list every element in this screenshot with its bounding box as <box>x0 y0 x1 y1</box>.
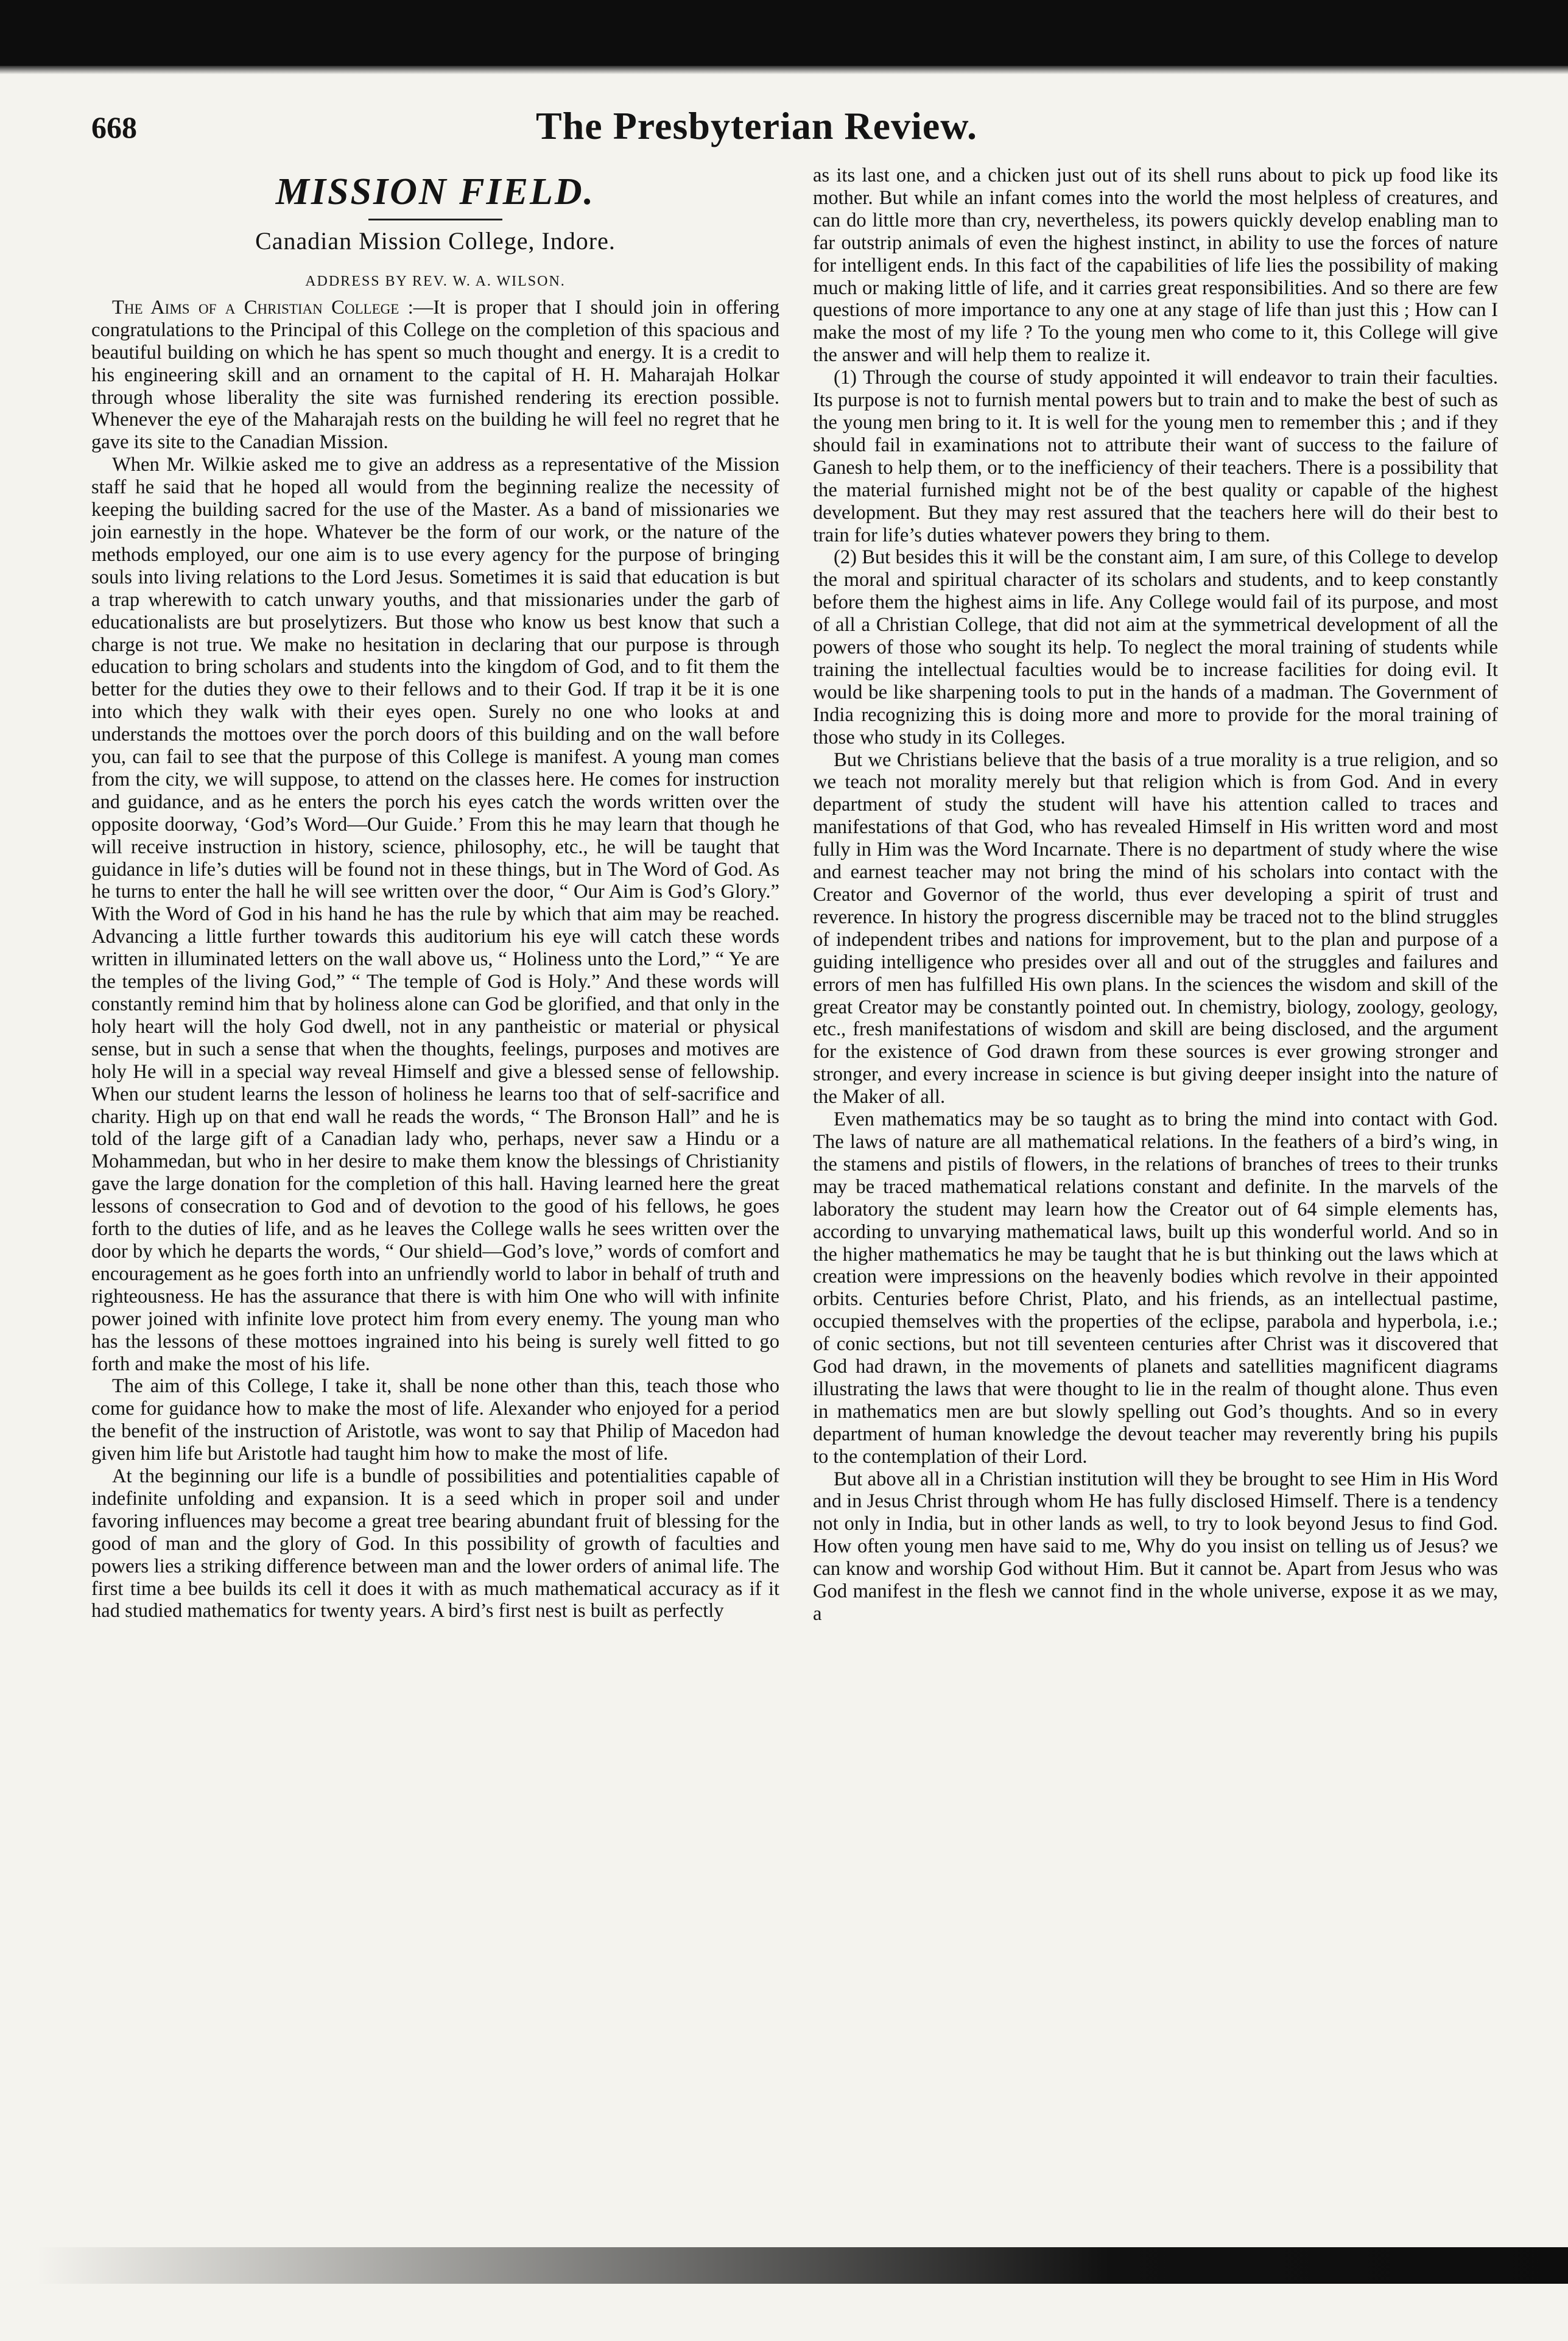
paragraph-text: —It is proper that I should join in offering congratulations to the Principal of this College on the completion of this spacious and beautiful building on which he has spent so much thought and energy. It is a credit to his engineering skill and an ornament to the capital of H. H. Maharajah Holkar through whose liberality the site was furnished rendering its erection possible. Whenever the eye of the Maharajah rests on the building he will feel no regret that he gave its site to the Canadian Mission. <box>91 296 779 454</box>
article-title: Canadian Mission College, Indore. <box>255 227 616 255</box>
right-paragraph-2: (1) Through the course of study appointed it will endeavor to train their faculties. Its purpose is not to furnish mental powers but to train and to make the best of such as the young men bring to it. It is well for the young men to remember this ; and if they should fail in examinations not to attribute their want of success to the failure of Ganesh to help them, or to the inefficiency of their teachers. There is a possibility that the material furnished might not be of the best quality or capable of the highest development. But they may rest assured that the teachers here will do their best to train for life’s duties whatever powers they bring to them. <box>813 367 1498 546</box>
byline: ADDRESS BY REV. W. A. WILSON. <box>305 273 566 289</box>
left-paragraph-2: When Mr. Wilkie asked me to give an address as a representative of the Mission staff he said that he hoped all would from the beginning realize the necessity of keeping the building sacred for the use of the Master. As a band of missionaries we join earnestly in the hope. Whatever be the form of our work, or the nature of the methods employed, our one aim is to use every agency for the purpose of bringing souls into living relations to the Lord Jesus. Sometimes it is said that education is but a trap wherewith to catch unwary youths, and that missionaries under the garb of educationalists are but proselytizers. But those who know us best know that such a charge is not true. We make no hesitation in declaring that our purpose is through education to bring scholars and students into the kingdom of God, and to fit them the better for the duties they owe to their fellows and to their God. If trap it be it is one into which they walk with their eyes open. Surely no one who looks at and understands the mottoes over the porch doors of this building and on the wall before you, can fail to see that the purpose of this College is manifest. A young man comes from the city, we will suppose, to attend on the classes here. He comes for instruction and guidance, and as he enters the porch his eyes catch the words written over the opposite doorway, ‘God’s Word—Our Guide.’ From this he may learn that though he will receive instruction in history, science, philosophy, etc., he will be taught that guidance in life’s duties will be found not in these things, but in The Word of God. As he turns to enter the hall he will see written over the door, “ Our Aim is God’s Glory.” With the Word of God in his hand he has the rule by which that aim may be reached. Advancing a little further towards this auditorium his eye will catch these words written in illuminated letters on the wall above us, “ Holiness unto the Lord,” “ Ye are the temples of the living God,” “ The temple of God is Holy.” And these words will constantly remind him that by holiness alone can God be glorified, and that only in the holy heart will the holy God dwell, not in any pantheistic or material or physical sense, but in such a sense that when the thoughts, feelings, purposes and motives are holy He will in a special way reveal Himself and give a blessed sense of fellowship. When our student learns the lesson of holiness he learns too that of self-sacrifice and charity. High up on that end wall he reads the words, “ The Bronson Hall” and he is told of the large gift of a Canadian lady who, perhaps, never saw a Hindu or a Mohammedan, but who in her desire to make them know the blessings of Christianity gave the large donation for the completion of this hall. Having learned here the great lessons of consecration to God and of devotion to the good of his fellows, he goes forth to the duties of life, and as he leaves the College walls he sees written over the door by which he departs the words, “ Our shield—God’s love,” words of comfort and encouragement as he goes forth into an unfriendly world to labor in behalf of truth and righteousness. He has the assurance that there is with him One who will with infinite power joined with infinite love protect him from every enemy. The young man who has the lessons of these mottoes ingrained into his being is surely well fitted to go forth and make the most of his life. <box>91 454 779 1375</box>
scan-bottom-border <box>37 2247 1568 2284</box>
left-paragraph-4: At the beginning our life is a bundle of possibilities and potentialities capable of indefinite unfolding and expansion. It is a seed which in proper soil and under favoring influences may become a great tree bearing abundant fruit of blessing for the good of man and the glory of God. In this possibility of growth of faculties and powers lies a striking difference between man and the lower orders of animal life. The first time a bee builds its cell it does it with as much mathematical accuracy as if it had studied mathematics for twenty years. A bird’s first nest is built as perfectly <box>91 1465 779 1622</box>
title-rule <box>368 219 502 220</box>
right-paragraph-3: (2) But besides this it will be the constant aim, I am sure, of this College to develop the moral and spiritual character of its scholars and students, and to keep constantly before them the highest aims in life. Any College would fail of its purpose, and most of all a Christian College, that did not aim at the symmetrical development of all the powers of those who sought its help. To neglect the moral training of students while training the intellectual faculties would be to increase facilities for doing evil. It would be like sharpening tools to put in the hands of a madman. The Government of India recognizing this is doing more and more to provide for the moral training of those who study in its Colleges. <box>813 546 1498 748</box>
right-paragraph-1: as its last one, and a chicken just out of its shell runs about to pick up food like its mother. But while an infant comes into the world the most helpless of creatures, and can do little more than cry, nevertheless, its powers quickly develop enabling man to far outstrip animals of even the highest instinct, in ability to use the forces of nature for intelligent ends. In this fact of the capabilities of life lies the possibility of making much or making little of life, and it carries great responsibilities. And so there are few questions of more importance to any one at any stage of life than just this ; How can I make the most of my life ? To the young men who come to it, this College will give the answer and will help them to realize it. <box>813 164 1498 367</box>
left-paragraph-3: The aim of this College, I take it, shall be none other than this, teach those who come for guidance how to make the most of life. Alexander who enjoyed for a period the benefit of the instruction of Aristotle, was wont to say that Philip of Macedon had given him life but Aristotle had taught him how to make the most of life. <box>91 1375 779 1465</box>
scan-top-border <box>0 0 1568 66</box>
left-paragraph-1 <box>91 297 779 454</box>
right-column <box>813 164 1498 1625</box>
page-number: 668 <box>91 110 137 144</box>
section-title: MISSION FIELD. <box>275 171 596 213</box>
left-column <box>91 155 779 1622</box>
right-paragraph-4: But we Christians believe that the basis of a true morality is a true religion, and so we teach not morality merely but that religion which is from God. And in every department of study the student will have his attention called to traces and manifestations of that God, who has revealed Himself in His written word and most fully in Him was the Word Incarnate. There is no department of study where the wise and earnest teacher may not bring the mind of his scholars into contact with the Creator and Governor of the world, thus ever developing a spirit of trust and reverence. In history the progress discernible may be traced not to the blind struggles of independent tribes and nations for improvement, but to the plan and purpose of a guiding intelligence who presides over all and out of the struggles and failures and errors of men has fulfilled His own plans. In the sciences the wisdom and skill of the great Creator may be constantly pointed out. In chemistry, biology, zoology, geology, etc., fresh manifestations of wisdom and skill are being disclosed, and the argument for the existence of God drawn from these sources is ever growing stronger and stronger, and every increase in science is but giving deeper insight into the nature of the Maker of all. <box>813 748 1498 1108</box>
paragraph-lead: The Aims of a Christian College : <box>112 296 413 319</box>
right-paragraph-6: But above all in a Christian institution will they be brought to see Him in His Word and in Jesus Christ through whom He has fully disclosed Himself. There is a tendency not only in India, but in other lands as well, to try to look beyond Jesus to find God. How often young men have said to me, Why do you insist on telling us of Jesus? we can know and worship God without Him. But it cannot be. Apart from Jesus who was God manifest in the flesh we cannot find in the whole universe, expose it as we may, a <box>813 1468 1498 1625</box>
right-paragraph-5: Even mathematics may be so taught as to bring the mind into contact with God. The laws of nature are all mathematical relations. In the feathers of a bird’s wing, in the stamens and pistils of flowers, in the relations of branches of trees to their trunks may be traced mathematical relations constant and definite. In the marvels of the laboratory the student may learn how the Creator out of 64 simple elements has, according to unvarying mathematical laws, built up this wonderful world. And so in the higher mathematics he may be taught that he is but thinking out the laws which at creation were impressions on the heavenly bodies which revolve in their appointed orbits. Centuries before Christ, Plato, and his friends, as an intellectual pastime, occupied themselves with the properties of the eclipse, parabola and hyperbola, i.e.; of conic sections, but not till seventeen centuries after Christ was it discovered that God had drawn, in the movements of planets and satellities magnificent diagrams illustrating the laws that were thought to lie in the realm of thought alone. Thus even in mathematics men are but slowly spelling out God’s thoughts. And so in every department of human knowledge the devout teacher may reverently bring his pupils to the contemplation of their Lord. <box>813 1108 1498 1468</box>
running-title: The Presbyterian Review. <box>536 104 977 147</box>
